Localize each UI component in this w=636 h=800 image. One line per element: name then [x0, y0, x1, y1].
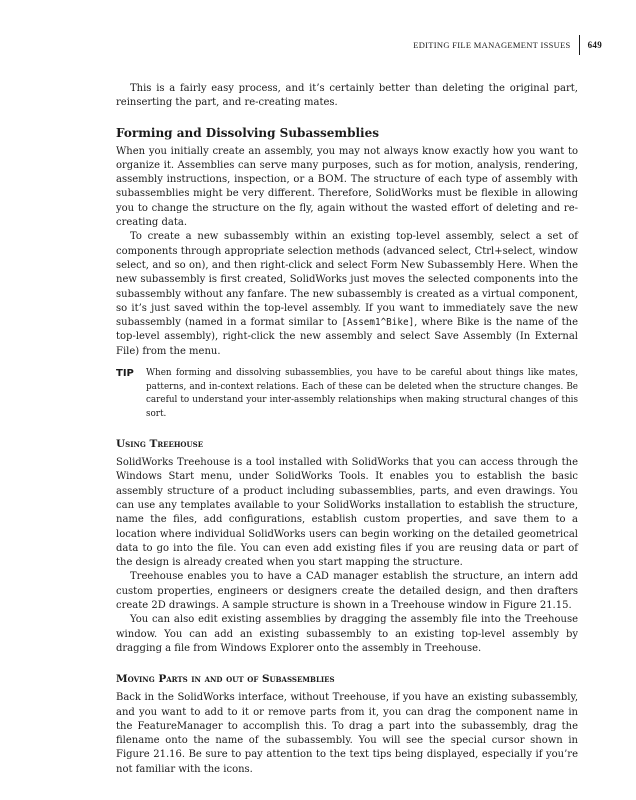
treehouse-paragraph-2: Treehouse enables you to have a CAD manager establish the structure, an intern add custom properties, engineers or designers create the detailed design, and then drafters create 2D drawings. A sample structure is shown in a Treehouse window in Figure 21.15.: [116, 571, 578, 612]
page-body: [116, 82, 578, 777]
running-head: [413, 35, 602, 55]
forming-paragraph-2: [116, 230, 578, 359]
treehouse-paragraph-1: SolidWorks Treehouse is a tool installed with SolidWorks that you can access through the Windows Start menu, under SolidWorks Tools. It enables you to establish the basic assembly structure of a product including subassemblies, parts, and even drawings. You can use any templates available to your SolidWorks installation to establish the structure, name the files, add configurations, establish custom properties, and save them to a location where individual SolidWorks users can begin working on the detailed geometrical data to go into the file. You can even add existing files if you are reusing data or part of the design is already created when you start mapping the structure.: [116, 457, 578, 569]
forming-paragraph-2-text-a: To create a new subassembly within an existing top-level assembly, select a set of components through appropriate selection methods (advanced select, Ctrl+select, window select, and so on), and then right-click and select Form New Subassembly Here. When the new subassembly is first created, SolidWorks just moves the selected components into the subassembly without any fanfare. The new subassembly is created as a virtual component, so it’s just saved within the top-level assembly. If you want to immediately save the new subassembly (named in a format similar to: [116, 231, 578, 329]
subassembly-name-code: [Assem1^Bike]: [341, 317, 415, 329]
tip-text: When forming and dissolving subassemblies, you have to be careful about things like mates, patterns, and in-context relations. Each of these can be deleted when the structure changes. Be careful to understand your inter-assembly relationships when making structural changes of this sort.: [146, 368, 578, 419]
forming-paragraph-2-text-b: , where Bike is the name of the top-level assembly), right-click the new assembly and select Save Assembly (In External File) from the menu.: [116, 317, 578, 357]
tip-label: TIP: [116, 368, 134, 380]
tip-box: [116, 367, 578, 421]
running-head-title: EDITING FILE MANAGEMENT ISSUES: [413, 40, 571, 50]
moving-heading: Moving Parts in and out of Subassemblies: [116, 673, 335, 686]
page-number: 649: [587, 40, 602, 50]
treehouse-heading: Using Treehouse: [116, 438, 204, 451]
treehouse-paragraph-3: You can also edit existing assemblies by dragging the assembly file into the Treehouse window. You can add an existing subassembly to an existing top-level assembly by dragging a file from Windows Explorer onto the assembly in Treehouse.: [116, 614, 578, 654]
intro-paragraph: This is a fairly easy process, and it’s certainly better than deleting the original part, reinserting the part, and re-creating mates.: [116, 83, 578, 109]
running-head-divider: [579, 35, 580, 55]
moving-paragraph-1: Back in the SolidWorks interface, without Treehouse, if you have an existing subassembly, and you want to add to it or remove parts from it, you can drag the component name in the FeatureManager to accomplish this. To drag a part into the subassembly, drag the filename onto the name of the subassembly. You will see the special cursor shown in Figure 21.16. Be sure to pay attention to the text tips being displayed, especially if you’re not familiar with the icons.: [116, 692, 578, 775]
forming-paragraph-1: When you initially create an assembly, you may not always know exactly how you want to organize it. Assemblies can serve many purposes, such as for motion, analysis, rendering, assembly instructions, inspection, or a BOM. The structure of each type of assembly with subassemblies might be very different. Therefore, SolidWorks must be flexible in allowing you to change the structure on the fly, again without the wasted effort of deleting and re-creating data.: [116, 145, 578, 229]
forming-heading: Forming and Dissolving Subassemblies: [116, 125, 379, 140]
